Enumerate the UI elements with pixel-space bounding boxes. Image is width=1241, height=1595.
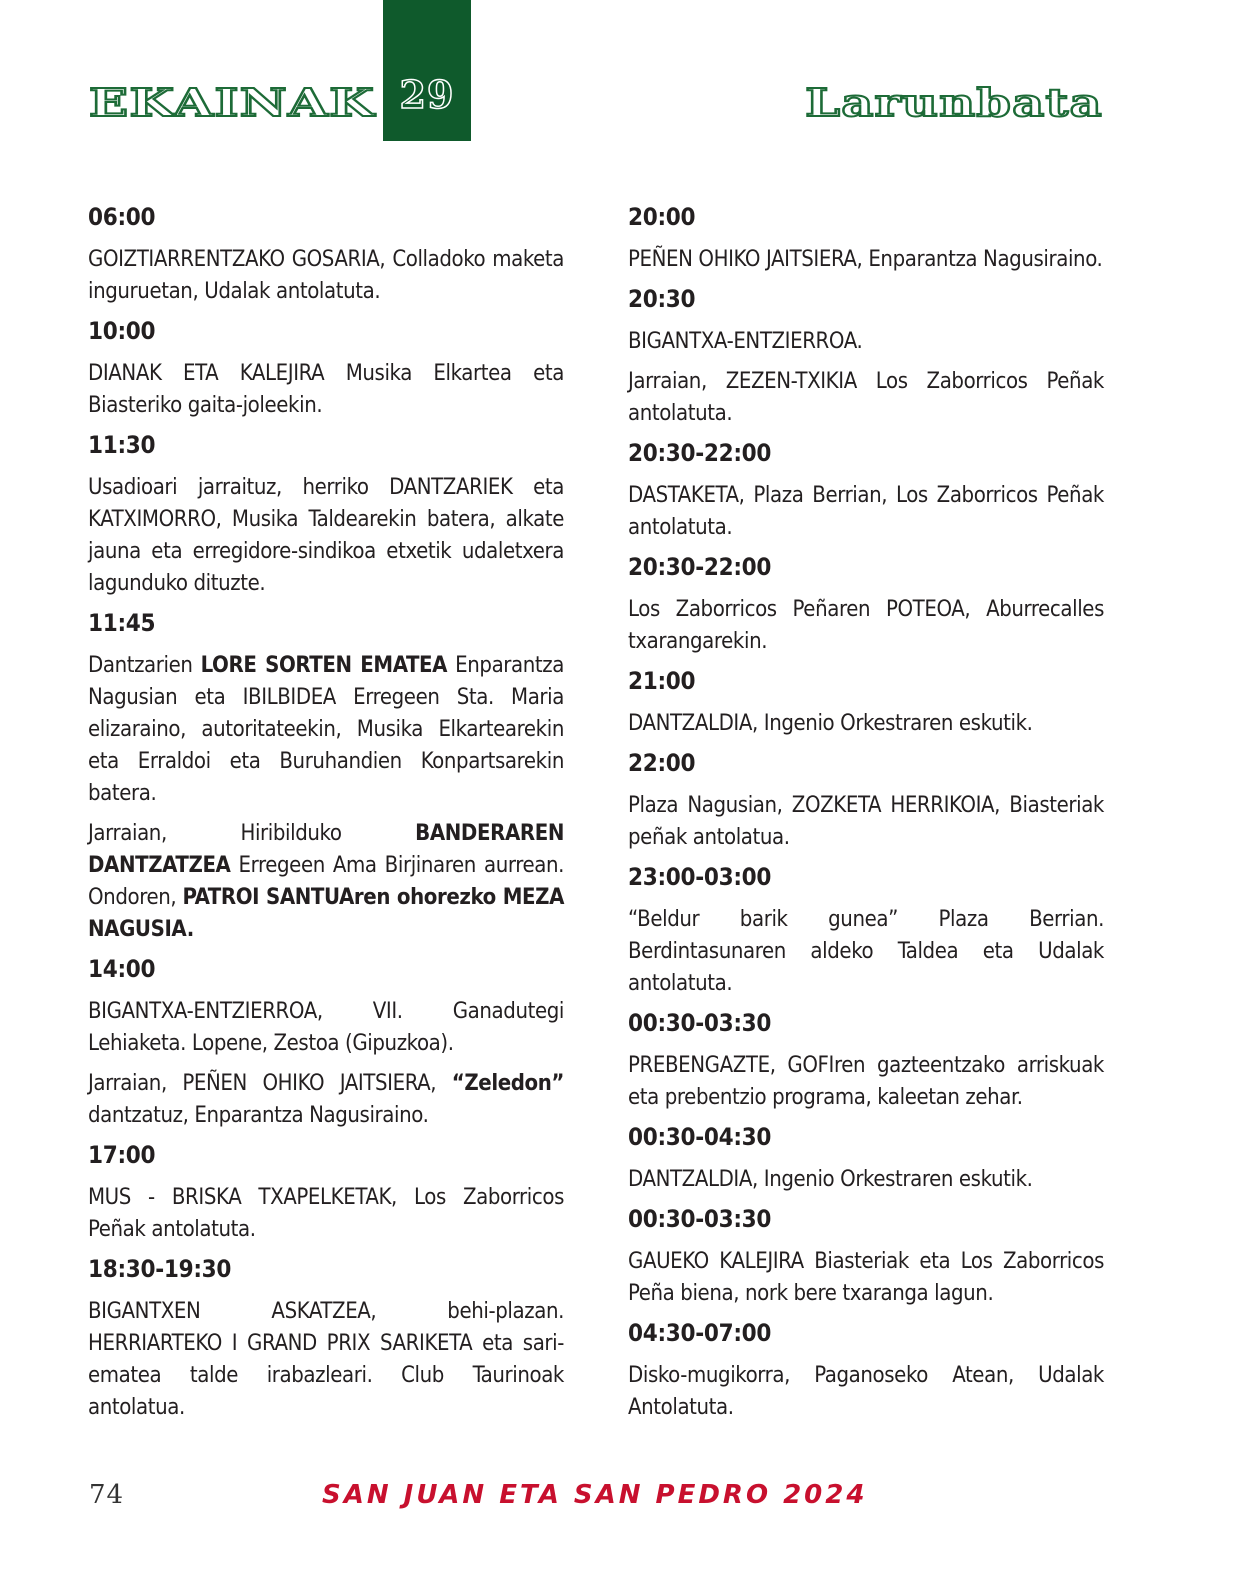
day-box xyxy=(383,0,471,141)
month-title: EKAINAK xyxy=(89,80,376,125)
schedule-entry xyxy=(628,284,1104,430)
schedule-entry xyxy=(628,1008,1104,1114)
schedule-entry xyxy=(88,430,564,600)
entry-description: DASTAKETA, Plaza Berrian, Los Zaborricos Peñak antolatuta. xyxy=(628,483,1104,540)
entry-description: Usadioari jarraituz, herriko DANTZARIEK eta KATXIMORRO, Musika Taldearekin batera, alkate jauna eta erregidore-sindikoa etxetik udaletxera lagunduko dituzte. xyxy=(88,475,564,596)
page-number: 74 xyxy=(89,1480,125,1510)
entry-time: 17:00 xyxy=(88,1141,156,1169)
schedule-entry xyxy=(628,1318,1104,1424)
schedule-entry xyxy=(628,666,1104,740)
schedule-entry xyxy=(88,1140,564,1246)
schedule-entry xyxy=(628,202,1104,276)
entry-description: GOIZTIARRENTZAKO GOSARIA, Colladoko maketa inguruetan, Udalak antolatuta. xyxy=(88,247,564,304)
entry-time: 04:30-07:00 xyxy=(628,1319,772,1347)
schedule-entry xyxy=(628,1204,1104,1310)
entry-description: Los Zaborricos Peñaren POTEOA, Aburrecalles txarangarekin. xyxy=(628,597,1104,654)
schedule-entry xyxy=(628,748,1104,854)
entry-time: 20:30 xyxy=(628,285,696,313)
entry-time: 20:30-22:00 xyxy=(628,553,772,581)
entry-time: 11:30 xyxy=(88,431,156,459)
entry-time: 20:30-22:00 xyxy=(628,439,772,467)
page-header xyxy=(0,0,1241,145)
entry-time: 18:30-19:30 xyxy=(88,1255,232,1283)
entry-time: 00:30-03:30 xyxy=(628,1009,772,1037)
entry-description: Dantzarien LORE SORTEN EMATEA Enparantza Nagusian eta IBILBIDEA Erregeen Sta. Maria elizaraino, autoritateekin, Musika Elkartearekin eta Erraldoi eta Buruhandien Konpartsarekin batera. xyxy=(88,653,564,806)
entry-time: 23:00-03:00 xyxy=(628,863,772,891)
schedule-entry xyxy=(628,438,1104,544)
entry-time: 11:45 xyxy=(88,609,156,637)
entry-description: Jarraian, PEÑEN OHIKO JAITSIERA, “Zeledon” dantzatuz, Enparantza Nagusiraino. xyxy=(88,1071,564,1128)
entry-description: Plaza Nagusian, ZOZKETA HERRIKOIA, Biasteriak peñak antolatua. xyxy=(628,793,1104,850)
left-column xyxy=(88,202,564,1432)
entry-description: BIGANTXA-ENTZIERROA, VII. Ganadutegi Lehiaketa. Lopene, Zestoa (Gipuzkoa). xyxy=(88,999,564,1056)
entry-time: 22:00 xyxy=(628,749,696,777)
schedule-entry xyxy=(88,316,564,422)
weekday-title: Larunbata xyxy=(805,80,1103,125)
right-column xyxy=(628,202,1104,1432)
entry-description: MUS - BRISKA TXAPELKETAK, Los Zaborricos Peñak antolatuta. xyxy=(88,1185,564,1242)
entry-description: “Beldur barik gunea” Plaza Berrian. Berdintasunaren aldeko Taldea eta Udalak antolatuta. xyxy=(628,907,1104,996)
entry-time: 00:30-04:30 xyxy=(628,1123,772,1151)
entry-time: 00:30-03:30 xyxy=(628,1205,772,1233)
schedule-entry xyxy=(628,1122,1104,1196)
entry-description: BIGANTXEN ASKATZEA, behi-plazan. HERRIARTEKO I GRAND PRIX SARIKETA eta sari-ematea talde irabazleari. Club Taurinoak antolatua. xyxy=(88,1299,564,1420)
entry-description: GAUEKO KALEJIRA Biasteriak eta Los Zaborricos Peña biena, nork bere txaranga lagun. xyxy=(628,1249,1104,1306)
day-number: 29 xyxy=(399,72,455,117)
schedule-entry xyxy=(88,1254,564,1424)
schedule-entry xyxy=(628,552,1104,658)
schedule-entry xyxy=(88,954,564,1132)
entry-description: DANTZALDIA, Ingenio Orkestraren eskutik. xyxy=(628,711,1033,736)
entry-time: 14:00 xyxy=(88,955,156,983)
entry-description: PREBENGAZTE, GOFIren gazteentzako arriskuak eta prebentzio programa, kaleetan zehar. xyxy=(628,1053,1104,1110)
schedule-entry xyxy=(628,862,1104,1000)
entry-description: DANTZALDIA, Ingenio Orkestraren eskutik. xyxy=(628,1167,1033,1192)
entry-description: Disko-mugikorra, Paganoseko Atean, Udalak Antolatuta. xyxy=(628,1363,1104,1420)
entry-time: 10:00 xyxy=(88,317,156,345)
schedule-entry xyxy=(88,202,564,308)
schedule-entry xyxy=(88,608,564,946)
entry-description: BIGANTXA-ENTZIERROA. xyxy=(628,329,863,354)
entry-time: 21:00 xyxy=(628,667,696,695)
entry-time: 06:00 xyxy=(88,203,156,231)
footer-title: SAN JUAN ETA SAN PEDRO 2024 xyxy=(322,1480,868,1510)
entry-description: Jarraian, Hiribilduko BANDERAREN DANTZATZEA Erregeen Ama Birjinaren aurrean. Ondoren, PATROI SANTUAren ohorezko MEZA NAGUSIA. xyxy=(88,821,564,942)
entry-description: DIANAK ETA KALEJIRA Musika Elkartea eta Biasteriko gaita-joleekin. xyxy=(88,361,564,418)
entry-description: PEÑEN OHIKO JAITSIERA, Enparantza Nagusiraino. xyxy=(628,247,1103,272)
entry-time: 20:00 xyxy=(628,203,696,231)
entry-description: Jarraian, ZEZEN-TXIKIA Los Zaborricos Peñak antolatuta. xyxy=(628,369,1104,426)
